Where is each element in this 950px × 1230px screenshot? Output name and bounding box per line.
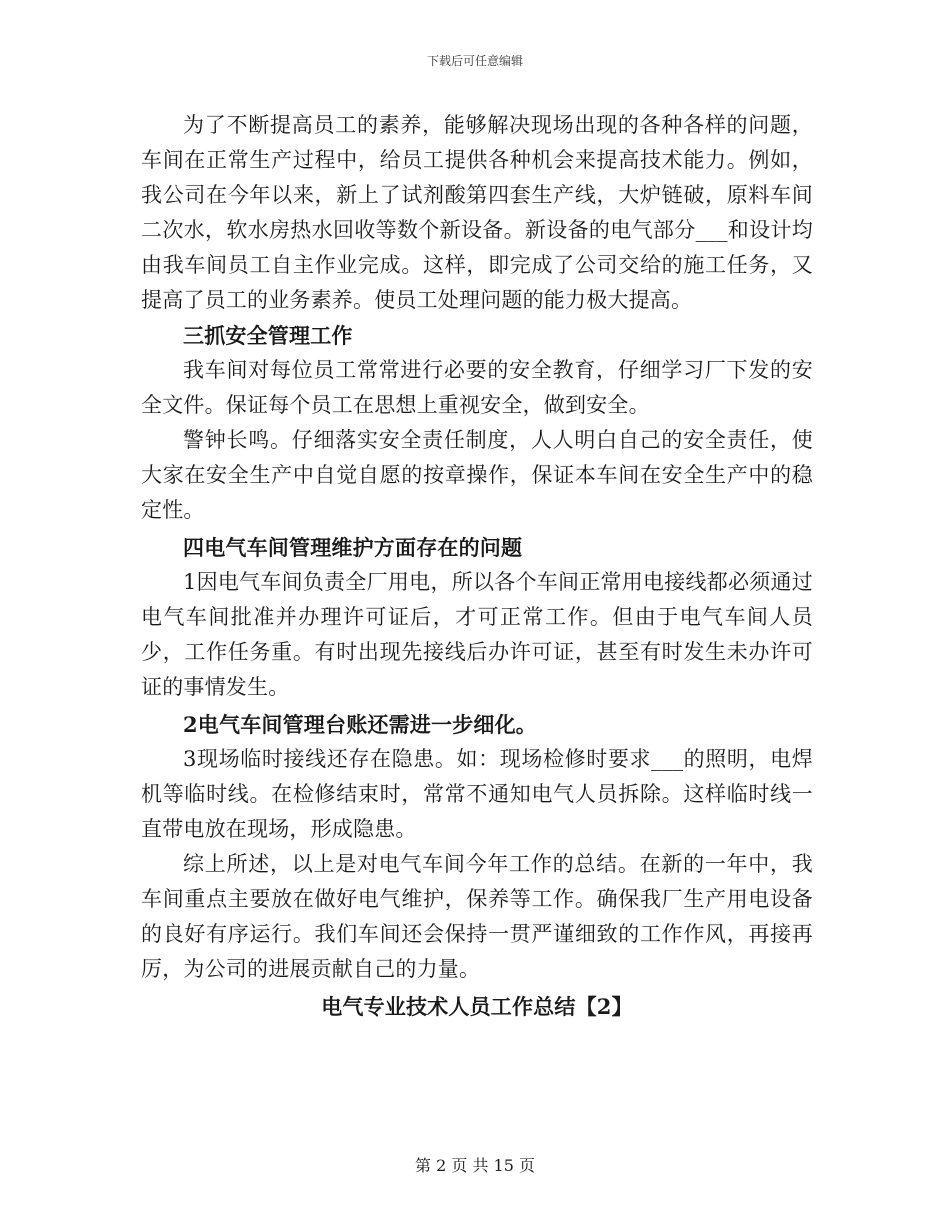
paragraph-problem-3: 3现场临时接线还存在隐患。如：现场检修时要求___的照明，电焊机等临时线。在检修结束时，常常不通知电气人员拆除。这样临时线一直带电放在现场，形成隐患。 bbox=[141, 747, 813, 841]
page-number: 第 2 页 共 15 页 bbox=[415, 1156, 535, 1175]
paragraph-safety-responsibility: 警钟长鸣。仔细落实安全责任制度，人人明白自己的安全责任，使大家在安全生产中自觉自愿的按章操作，保证本车间在安全生产中的稳定性。 bbox=[141, 428, 813, 522]
section-title: 电气专业技术人员工作总结【2】 bbox=[321, 994, 633, 1019]
heading-existing-problems: 四电气车间管理维护方面存在的问题 bbox=[183, 535, 523, 560]
heading-safety-management: 三抓安全管理工作 bbox=[183, 323, 353, 348]
document-body bbox=[141, 108, 813, 1024]
paragraph-summary: 综上所述，以上是对电气车间今年工作的总结。在新的一年中，我车间重点主要放在做好电气维护，保养等工作。确保我厂生产用电设备的良好有序运行。我们车间还会保持一贯严谨细致的工作作风，再接再厉，为公司的进展贡献自己的力量。 bbox=[141, 852, 813, 981]
page-header: 下载后可任意编辑 bbox=[426, 54, 523, 68]
paragraph-problem-1: 1因电气车间负责全厂用电，所以各个车间正常用电接线都必须通过电气车间批准并办理许可证后，才可正常工作。但由于电气车间人员少，工作任务重。有时出现先接线后办许可证，甚至有时发生未办许可证的事情发生。 bbox=[141, 570, 813, 699]
paragraph-staff-training: 为了不断提高员工的素养，能够解决现场出现的各种各样的问题，车间在正常生产过程中，给员工提供各种机会来提高技术能力。例如，我公司在今年以来，新上了试剂酸第四套生产线，大炉链破，原料车间二次水，软水房热水回收等数个新设备。新设备的电气部分___和设计均由我车间员工自主作业完成。这样，即完成了公司交给的施工任务，又提高了员工的业务素养。使员工处理问题的能力极大提高。 bbox=[141, 113, 813, 312]
paragraph-problem-2: 2电气车间管理台账还需进一步细化。 bbox=[183, 712, 538, 737]
paragraph-safety-education: 我车间对每位员工常常进行必要的安全教育，仔细学习厂下发的安全文件。保证每个员工在思想上重视安全，做到安全。 bbox=[141, 358, 813, 417]
